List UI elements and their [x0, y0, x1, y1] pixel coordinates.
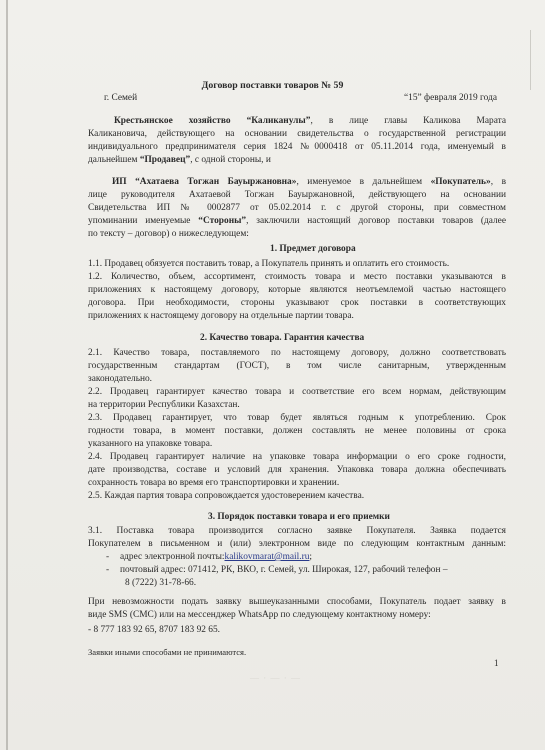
buyer-alias: «Покупатель» — [430, 177, 491, 187]
intro2-line-3: Свидетельства ИП № 0002877 от 05.02.2014 г. с другой стороны, при совместном — [88, 203, 506, 213]
seller-name: Крестьянское хозяйство “Каликанулы” — [114, 116, 311, 126]
section2-line: годности товара, в момент поставки, должен составлять не менее половины от срока — [88, 426, 506, 436]
intro1-line-4: дальнейшем “Продавец”, с одной стороны, и — [88, 155, 271, 165]
email-link[interactable]: kalikovmarat@mail.ru — [224, 552, 310, 562]
section1-line: приложениях к настоящему договору, которые являются неотъемлемой частью настоящего — [88, 285, 506, 295]
section2-line: законодательно. — [88, 374, 153, 384]
section1-line: договора. При необходимости, стороны указывают срок поставки в соответствующих — [88, 298, 506, 308]
intro2-line-4: упоминании именуемые “Стороны”, заключили настоящий договор поставки товаров (далее — [88, 216, 506, 226]
intro1-line-1: Крестьянское хозяйство “Каликанулы”, в лице главы Каликова Марата — [114, 116, 506, 126]
section1-heading: 1. Предмет договора — [270, 244, 356, 254]
section1-line: 1.2. Количество, объем, ассортимент, стоимость товара и место поставки указываются в — [88, 272, 506, 282]
intro2-line-1: ИП “Ахатаева Тогжан Бауыржановна», именуемое в дальнейшем «Покупатель», в — [112, 177, 507, 187]
section3-line: виде SMS (СМС) или на мессенджер WhatsApp по следующему контактному номеру: — [88, 610, 431, 620]
page-number: 1 — [494, 658, 499, 668]
section2-line: 2.4. Продавец гарантирует наличие на упаковке товара информации о его сроке годности, — [88, 452, 506, 462]
bullet-dash: - — [106, 552, 110, 562]
section2-line: 2.5. Каждая партия товара сопровождается удостоверением качества. — [88, 491, 365, 501]
section2-line: 2.1. Качество товара, поставляемого по настоящему договору, должно соответствовать — [88, 348, 506, 358]
section2-line: на территории Республики Казахстан. — [88, 400, 240, 410]
postal-line-2: 8 (7222) 31-78-66. — [125, 578, 197, 588]
section2-line: 2.3. Продавец гарантирует, что товар будет являться годным к употреблению. Срок — [88, 413, 506, 423]
section3-line: При невозможности подать заявку вышеуказанными способами, Покупатель подает заявку в — [88, 597, 506, 607]
document-date: “15” февраля 2019 года — [404, 93, 498, 103]
scan-edge-shadow — [6, 0, 8, 750]
seller-alias: “Продавец” — [139, 155, 191, 165]
buyer-name: ИП “Ахатаева Тогжан Бауыржановна» — [112, 177, 297, 187]
intro2-line-5: по тексту – договор) о нижеследующем: — [88, 229, 249, 239]
section1-line: 1.1. Продавец обязуется поставить товар, а Покупатель принять и оплатить его стоимость. — [88, 259, 450, 269]
section3-line: 3.1. Поставка товара производится согласно заявке Покупателя. Заявка подается — [88, 526, 506, 536]
applications-note: Заявки иными способами не принимаются. — [88, 647, 247, 657]
email-line: адрес электронной почты:kalikovmarat@mail.ru; — [120, 552, 313, 562]
intro1-line-3: индивидуального предпринимателя серия 1824 №0000418 от 05.11.2014 года, именуемый в — [88, 142, 506, 152]
section3-line: Покупателем в письменном и (или) электронном виде по следующим контактным данным: — [88, 539, 506, 549]
bullet-dash: - — [106, 565, 110, 575]
section3-heading: 3. Порядок поставки товара и его приемки — [208, 512, 390, 522]
parties-alias: “Стороны” — [198, 216, 247, 226]
bleed-through-artifact: — · — · — — [250, 673, 301, 683]
section2-line: указанного на упаковке товара. — [88, 439, 213, 449]
section2-line: государственным стандартам (ГОСТ), в том числе санитарным, утвержденным — [88, 361, 506, 371]
intro1-line-2: Каликановича, действующего на основании свидетельства о государственной регистрации — [88, 129, 506, 139]
postal-line-1: почтовый адрес: 071412, РК, ВКО, г. Семей, ул. Широкая, 127, рабочий телефон – — [120, 565, 448, 575]
intro2-line-2: лице руководителя Ахатаевой Тогжан Бауыржановной, действующего на основании — [88, 190, 506, 200]
phone-numbers: - 8 777 183 92 65, 8707 183 92 65. — [88, 625, 221, 635]
section1-line: приложениях к настоящему договору на отдельные партии товара. — [88, 311, 354, 321]
section2-line: сохранность товара во время его транспортировки и хранении. — [88, 478, 340, 488]
section2-line: 2.2. Продавец гарантирует качество товара и соответствие его всем нормам, действующим — [88, 387, 506, 397]
section2-heading: 2. Качество товара. Гарантия качества — [200, 333, 365, 343]
document-city: г. Семей — [104, 93, 138, 103]
section2-line: дате производства, составе и условий для хранения. Упаковка товара должна обеспечивать — [88, 465, 506, 475]
document-title: Договор поставки товаров № 59 — [201, 80, 344, 91]
